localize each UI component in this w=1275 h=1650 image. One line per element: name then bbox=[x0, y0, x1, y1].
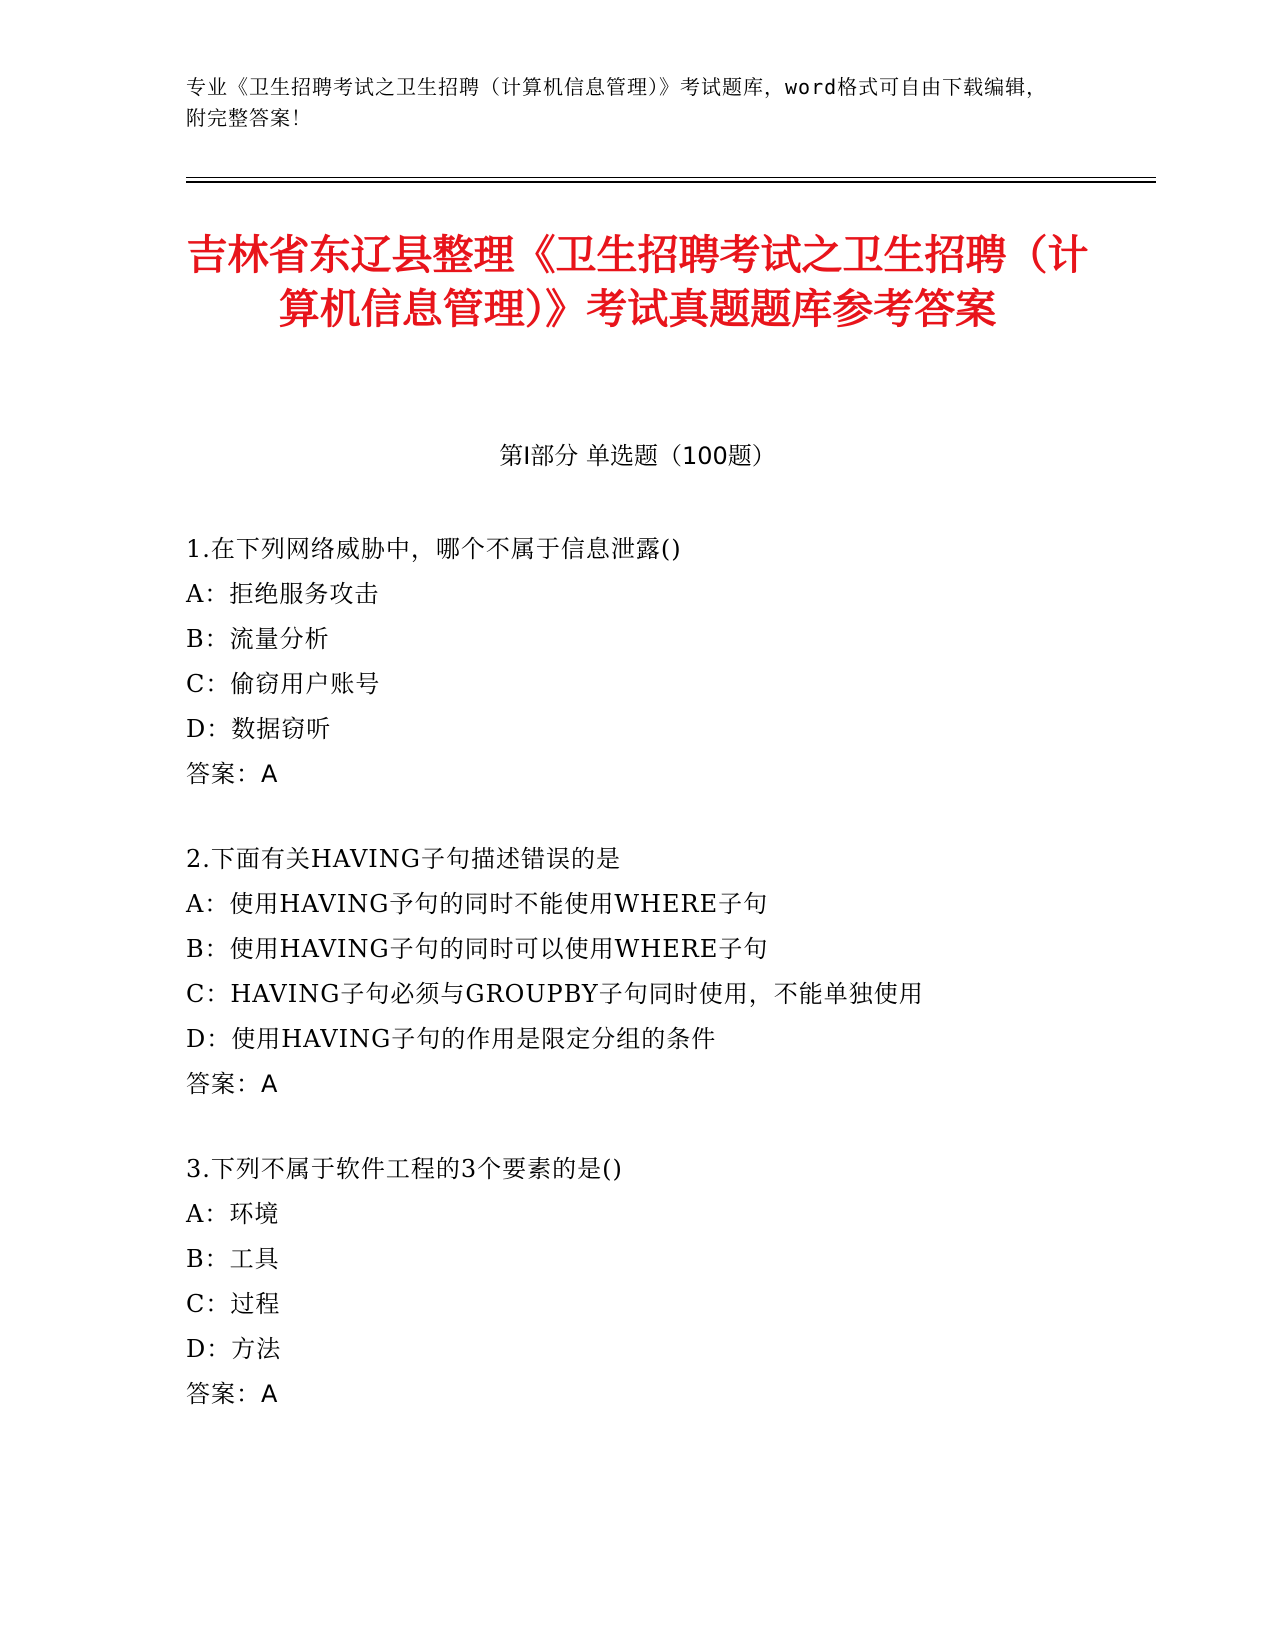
section-title: 第Ⅰ部分 单选题（100题） bbox=[499, 442, 776, 470]
answer-line bbox=[186, 1062, 1136, 1107]
option-b: B：工具 bbox=[186, 1245, 280, 1273]
question-stem: 2.下面有关HAVING子句描述错误的是 bbox=[186, 845, 621, 873]
option-d: D：方法 bbox=[186, 1335, 282, 1363]
question-stem: 3.下列不属于软件工程的3个要素的是() bbox=[186, 1155, 623, 1183]
header-rule-top bbox=[186, 177, 1156, 178]
option-d: D：使用HAVING子句的作用是限定分组的条件 bbox=[186, 1025, 717, 1053]
answer-line bbox=[186, 752, 1136, 797]
option-b: B：使用HAVING子句的同时可以使用WHERE子句 bbox=[186, 935, 769, 963]
header-rule-bottom bbox=[186, 181, 1156, 183]
option-d: D：数据窃听 bbox=[186, 715, 332, 743]
question-1 bbox=[186, 527, 1136, 797]
question-2 bbox=[186, 837, 1136, 1107]
answer-label: 答案： bbox=[186, 1070, 261, 1098]
header-note: 专业《卫生招聘考试之卫生招聘（计算机信息管理）》考试题库，word格式可自由下载编辑，附完整答案！ bbox=[186, 75, 1048, 130]
question-3 bbox=[186, 1147, 1136, 1417]
option-a: A：环境 bbox=[186, 1200, 280, 1228]
document-title: 吉林省东辽县整理《卫生招聘考试之卫生招聘（计算机信息管理）》考试真题题库参考答案 bbox=[186, 231, 1089, 333]
answer-label: 答案： bbox=[186, 1380, 261, 1408]
option-a: A：拒绝服务攻击 bbox=[186, 580, 380, 608]
answer-line bbox=[186, 1372, 1136, 1417]
answer-value: A bbox=[261, 1380, 279, 1408]
option-b: B：流量分析 bbox=[186, 625, 330, 653]
option-a: A：使用HAVING予句的同时不能使用WHERE子句 bbox=[186, 890, 769, 918]
answer-value: A bbox=[261, 1070, 279, 1098]
answer-label: 答案： bbox=[186, 760, 261, 788]
option-c: C：HAVING子句必须与GROUPBY子句同时使用，不能单独使用 bbox=[186, 980, 924, 1008]
question-stem: 1.在下列网络威胁中，哪个不属于信息泄露() bbox=[186, 535, 682, 563]
option-c: C：偷窃用户账号 bbox=[186, 670, 381, 698]
option-c: C：过程 bbox=[186, 1290, 281, 1318]
answer-value: A bbox=[261, 760, 279, 788]
